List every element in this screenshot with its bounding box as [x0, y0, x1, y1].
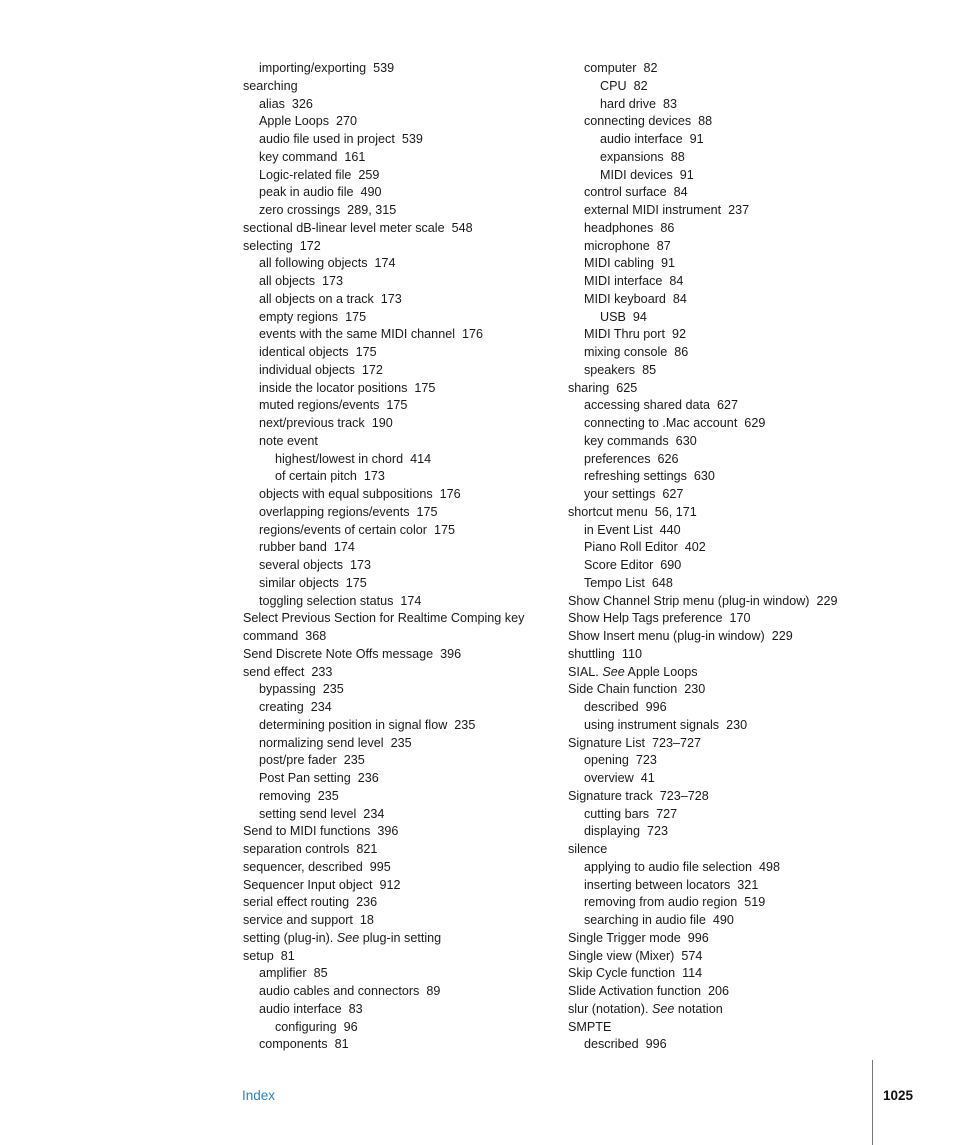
index-entry-text: removing from audio region 519 [584, 895, 766, 910]
index-entry-text: zero crossings 289, 315 [259, 203, 397, 217]
index-entry [243, 451, 553, 469]
index-entry [568, 930, 898, 948]
index-entry-text: alias 326 [259, 96, 313, 111]
see-reference: See [602, 664, 625, 679]
index-entry-text: Piano Roll Editor 402 [584, 540, 706, 555]
index-entry-text: events with the same MIDI channel 176 [259, 327, 484, 342]
index-entry-text: searching [243, 78, 298, 93]
index-entry [243, 788, 553, 806]
index-entry-text: serial effect routing 236 [243, 895, 378, 910]
index-entry-text: highest/lowest in chord 414 [275, 451, 432, 466]
index-entry [568, 344, 898, 362]
index-entry [568, 167, 898, 185]
index-entry [243, 912, 553, 930]
index-entry-text: overview 41 [584, 771, 655, 785]
index-entry-text: hard drive 83 [600, 96, 678, 111]
index-entry [568, 362, 898, 380]
index-entry-text: Send Discrete Note Offs message 396 [243, 646, 462, 661]
index-entry [243, 575, 553, 593]
index-entry-text: audio file used in project 539 [259, 132, 423, 146]
index-entry [568, 788, 898, 806]
index-entry-text: headphones 86 [584, 220, 675, 235]
index-entry-text: empty regions 175 [259, 309, 367, 324]
index-entry-text: Post Pan setting 236 [259, 771, 379, 785]
index-entry-text: note event [259, 433, 318, 448]
index-entry [243, 894, 553, 912]
index-entry [568, 752, 898, 770]
index-entry-text: using instrument signals 230 [584, 717, 748, 732]
index-entry [243, 202, 553, 220]
index-entry [568, 983, 898, 1001]
index-entry-text: inserting between locators 321 [584, 877, 759, 892]
index-entry-text: all objects 173 [259, 274, 344, 288]
index-entry [568, 646, 898, 664]
index-entry-text: accessing shared data 627 [584, 398, 739, 413]
index-entry-text: inside the locator positions 175 [259, 380, 436, 395]
index-entry [568, 664, 898, 682]
index-entry-text: setup 81 [243, 948, 295, 963]
index-entry-text: removing 235 [259, 788, 339, 803]
index-entry-text: Signature List 723–727 [568, 735, 702, 750]
index-entry-text: expansions 88 [600, 149, 685, 164]
index-entry [243, 770, 553, 788]
index-entry-text: Select Previous Section for Realtime Comping key [243, 611, 525, 626]
index-entry [243, 735, 553, 753]
index-entry [243, 646, 553, 664]
index-entry [568, 699, 898, 717]
index-entry-text: audio interface 83 [259, 1001, 363, 1016]
index-entry-text: SMPTE [568, 1019, 612, 1034]
index-entry-text: in Event List 440 [584, 522, 681, 537]
index-entry [243, 167, 553, 185]
index-entry-text: Apple Loops 270 [259, 114, 358, 129]
index-entry-text: preferences 626 [584, 451, 679, 466]
index-entry [568, 202, 898, 220]
index-entry [243, 433, 553, 451]
index-entry [568, 575, 898, 593]
index-entry [243, 96, 553, 114]
index-entry-text: external MIDI instrument 237 [584, 203, 750, 217]
index-entry [568, 504, 898, 522]
index-entry [568, 770, 898, 788]
index-entry-text: Score Editor 690 [584, 558, 682, 572]
index-entry [243, 752, 553, 770]
index-entry-text: speakers 85 [584, 362, 657, 377]
index-entry [568, 965, 898, 983]
index-entry-text: components 81 [259, 1037, 349, 1052]
index-entry [568, 468, 898, 486]
see-target: plug-in setting [359, 930, 442, 945]
index-entry [568, 859, 898, 877]
index-entry [568, 735, 898, 753]
index-entry [243, 522, 553, 540]
index-entry-text: post/pre fader 235 [259, 753, 365, 768]
index-entry-text: your settings 627 [584, 487, 684, 501]
index-entry [243, 965, 553, 983]
index-entry [243, 593, 553, 611]
index-entry-text: of certain pitch 173 [275, 469, 385, 484]
index-entry [243, 930, 553, 948]
index-entry [568, 291, 898, 309]
index-entry-text: control surface 84 [584, 185, 688, 200]
index-entry-text: bypassing 235 [259, 682, 344, 697]
index-entry-text: normalizing send level 235 [259, 735, 412, 750]
index-entry [243, 877, 553, 895]
index-entry [243, 610, 553, 628]
index-entry [568, 415, 898, 433]
index-entry [243, 681, 553, 699]
index-entry [243, 238, 553, 256]
index-entry [243, 557, 553, 575]
index-entry-text: slur (notation). [568, 1001, 652, 1016]
index-entry-text: computer 82 [584, 61, 658, 75]
index-entry-text: objects with equal subpositions 176 [259, 487, 461, 501]
index-entry [243, 380, 553, 398]
index-entry [568, 717, 898, 735]
index-entry-text: peak in audio file 490 [259, 185, 382, 200]
index-entry [568, 877, 898, 895]
index-entry-text: setting (plug-in). [243, 930, 337, 945]
index-entry-text: Slide Activation function 206 [568, 984, 730, 998]
index-entry [568, 912, 898, 930]
index-entry [243, 1019, 553, 1037]
index-entry-text: MIDI interface 84 [584, 274, 684, 288]
index-entry-text: silence [568, 842, 608, 856]
index-entry [568, 841, 898, 859]
index-entry-text: all objects on a track 173 [259, 291, 402, 306]
index-entry-text: key command 161 [259, 149, 366, 164]
index-entry [243, 823, 553, 841]
index-entry [568, 1019, 898, 1037]
index-entry [568, 78, 898, 96]
index-entry-text: Tempo List 648 [584, 575, 673, 590]
index-entry [568, 380, 898, 398]
index-entry-text: searching in audio file 490 [584, 913, 734, 927]
index-entry [243, 948, 553, 966]
index-entry [568, 610, 898, 628]
index-entry-text: Show Help Tags preference 170 [568, 611, 751, 626]
index-entry-text: similar objects 175 [259, 575, 367, 590]
index-entry-text: described 996 [584, 700, 667, 714]
index-entry-text: MIDI cabling 91 [584, 256, 675, 271]
index-entry [568, 522, 898, 540]
index-entry-text: connecting devices 88 [584, 114, 713, 129]
index-entry [568, 948, 898, 966]
index-entry-text: Sequencer Input object 912 [243, 877, 401, 892]
index-entry [243, 1001, 553, 1019]
index-entry-text: send effect 233 [243, 664, 333, 679]
index-entry [243, 344, 553, 362]
index-entry-text: Side Chain function 230 [568, 682, 706, 697]
index-entry [568, 628, 898, 646]
index-entry [568, 184, 898, 202]
index-entry [568, 593, 898, 611]
index-entry-text: muted regions/events 175 [259, 398, 408, 413]
index-entry-text: amplifier 85 [259, 966, 328, 981]
index-entry-text: displaying 723 [584, 824, 669, 839]
index-entry-text: Skip Cycle function 114 [568, 966, 703, 981]
index-entry-text: applying to audio file selection 498 [584, 859, 781, 874]
index-entry [243, 273, 553, 291]
index-entry-text: regions/events of certain color 175 [259, 522, 456, 537]
index-entry-text: CPU 82 [600, 78, 648, 93]
see-target: notation [674, 1001, 723, 1016]
index-entry-text: shuttling 110 [568, 646, 642, 661]
index-entry-text: Signature track 723–728 [568, 788, 709, 803]
index-entry [568, 309, 898, 327]
index-entry [243, 539, 553, 557]
index-entry-text: Single view (Mixer) 574 [568, 948, 703, 963]
index-entry [568, 1001, 898, 1019]
index-entry [568, 433, 898, 451]
index-entry-text: microphone 87 [584, 238, 671, 253]
index-entry [568, 60, 898, 78]
index-entry-text: selecting 172 [243, 238, 321, 253]
index-entry [243, 699, 553, 717]
index-entry [243, 628, 553, 646]
index-entry [243, 326, 553, 344]
index-entry [243, 131, 553, 149]
index-entry [243, 362, 553, 380]
index-entry [243, 1036, 553, 1054]
index-entry-text: command 368 [243, 629, 327, 643]
index-entry [568, 557, 898, 575]
index-entry [243, 291, 553, 309]
index-entry [568, 486, 898, 504]
index-entry [568, 397, 898, 415]
index-entry [243, 78, 553, 96]
index-entry [568, 894, 898, 912]
index-entry-text: Send to MIDI functions 396 [243, 824, 399, 839]
index-entry [243, 220, 553, 238]
index-entry-text: determining position in signal flow 235 [259, 717, 476, 732]
index-entry-text: creating 234 [259, 700, 332, 714]
index-entry [568, 220, 898, 238]
index-entry-text: toggling selection status 174 [259, 593, 422, 608]
index-entry-text: MIDI devices 91 [600, 167, 694, 182]
index-entry [243, 149, 553, 167]
index-entry-text: individual objects 172 [259, 362, 383, 377]
index-entry [243, 113, 553, 131]
see-reference: See [336, 930, 360, 945]
index-entry-text: key commands 630 [584, 433, 697, 448]
index-entry [568, 96, 898, 114]
index-column-right [568, 60, 898, 1054]
index-entry-text: setting send level 234 [259, 806, 385, 821]
index-entry-text: cutting bars 727 [584, 806, 678, 821]
index-entry [243, 415, 553, 433]
footer-divider [872, 1060, 873, 1145]
index-entry [243, 309, 553, 327]
index-entry-text: service and support 18 [243, 913, 374, 927]
index-entry-text: configuring 96 [275, 1019, 358, 1034]
index-entry [568, 451, 898, 469]
index-entry-text: sectional dB-linear level meter scale 548 [243, 220, 473, 235]
index-entry-text: audio interface 91 [600, 132, 704, 146]
index-entry [568, 806, 898, 824]
index-entry [243, 60, 553, 78]
index-entry [243, 806, 553, 824]
index-entry-text: several objects 173 [259, 558, 372, 572]
index-entry-text: identical objects 175 [259, 345, 377, 359]
index-entry [243, 397, 553, 415]
index-entry [243, 841, 553, 859]
index-entry [568, 131, 898, 149]
index-entry [568, 273, 898, 291]
index-entry-text: overlapping regions/events 175 [259, 504, 438, 519]
footer-section-label: Index [242, 1088, 276, 1103]
index-entry-text: opening 723 [584, 753, 657, 768]
index-entry-text: connecting to .Mac account 629 [584, 416, 766, 430]
index-entry-text: USB 94 [600, 309, 647, 324]
index-column-left [243, 60, 553, 1054]
index-entry [568, 1036, 898, 1054]
index-entry [568, 238, 898, 256]
index-entry-text: Show Insert menu (plug-in window) 229 [568, 629, 793, 643]
index-entry [568, 255, 898, 273]
index-entry [568, 326, 898, 344]
see-target: Apple Loops [624, 664, 698, 679]
index-entry-text: described 996 [584, 1037, 667, 1052]
index-entry [568, 539, 898, 557]
index-entry-text: shortcut menu 56, 171 [568, 504, 697, 519]
see-reference: See [652, 1001, 675, 1016]
index-entry [243, 504, 553, 522]
index-entry [568, 113, 898, 131]
index-entry-text: Show Channel Strip menu (plug-in window) 229 [568, 593, 838, 608]
index-entry-text: sharing 625 [568, 380, 638, 395]
index-entry [243, 717, 553, 735]
index-entry-text: MIDI Thru port 92 [584, 327, 686, 342]
index-entry-text: MIDI keyboard 84 [584, 291, 687, 306]
index-entry-text: audio cables and connectors 89 [259, 984, 441, 998]
index-entry-text: refreshing settings 630 [584, 469, 715, 484]
index-entry [243, 664, 553, 682]
index-entry-text: all following objects 174 [259, 256, 396, 271]
index-entry-text: Logic-related file 259 [259, 167, 380, 182]
index-entry-text: Single Trigger mode 996 [568, 930, 709, 945]
index-entry-text: rubber band 174 [259, 540, 355, 555]
index-entry [243, 468, 553, 486]
index-entry-text: mixing console 86 [584, 345, 689, 359]
index-entry [243, 859, 553, 877]
index-entry-text: sequencer, described 995 [243, 859, 391, 874]
index-entry-text: next/previous track 190 [259, 416, 393, 430]
index-entry [243, 486, 553, 504]
index-entry [243, 983, 553, 1001]
index-entry [568, 681, 898, 699]
index-entry [568, 149, 898, 167]
index-entry-text: importing/exporting 539 [259, 61, 395, 75]
index-entry [243, 184, 553, 202]
index-entry [243, 255, 553, 273]
index-entry-text: SIAL. [568, 664, 603, 679]
page-number: 1025 [883, 1088, 914, 1103]
index-entry-text: separation controls 821 [243, 842, 378, 856]
index-entry [568, 823, 898, 841]
